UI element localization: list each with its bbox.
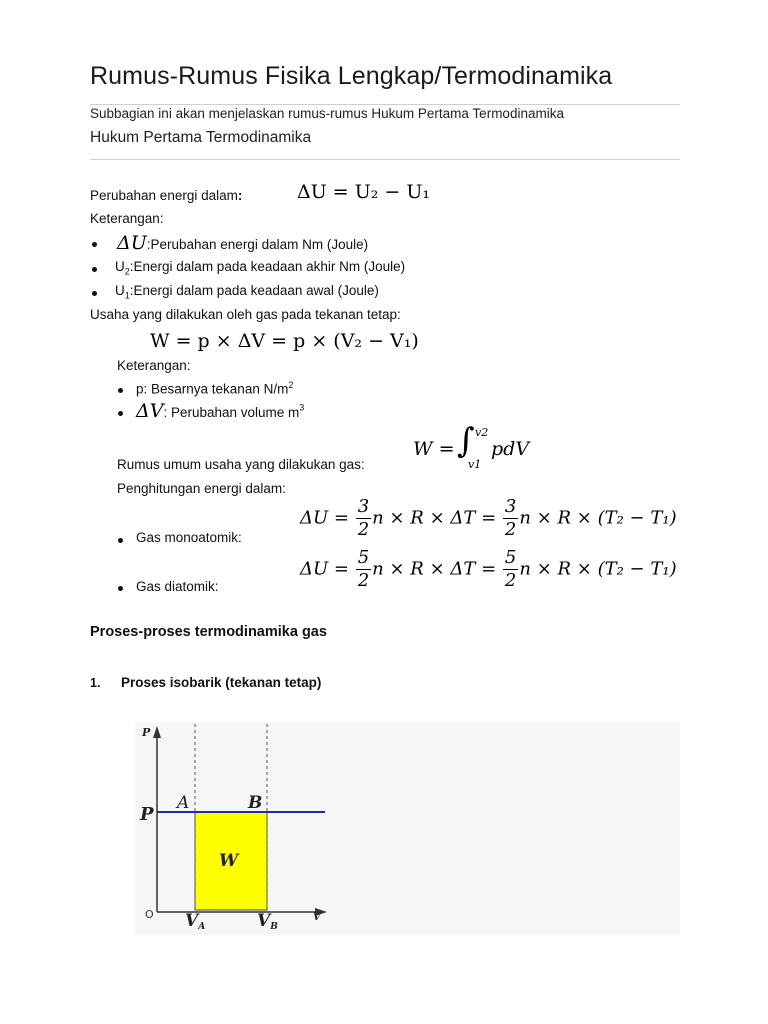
monoatomic-label: Gas monoatomik: [136,530,242,545]
vb-label: VB [257,911,278,932]
general-work-label: Rumus umum usaha yang dilakukan gas: [117,457,365,472]
point-a-label: A [177,793,190,813]
process-title: Proses isobarik (tekanan tetap) [121,675,322,690]
list-item: $U_2:Energi$ dalam pada keadaan akhir Nm (Joule) [115,259,406,277]
bullet [92,291,97,296]
y-axis-arrow [153,726,161,738]
list-item: ΔU:Perubahan energi dalam Nm (Joule) [117,232,369,254]
work-area-label: W [219,851,239,871]
keterangan-heading-1: Keterangan: [90,211,164,226]
work-formula: W = p × ΔV = p × (V₂ − V₁) [150,330,419,352]
list-item: ΔV: Perubahan volume $m^3$ [136,400,305,422]
bullet [92,267,97,272]
bullet [118,538,123,543]
work-label: Usaha yang dilakukan oleh gas pada tekanan tetap: [90,307,401,322]
section-heading: Hukum Pertama Termodinamika [90,129,312,146]
list-item: $U_1:Energi$ dalam pada keadaan awal (Joule) [115,283,379,301]
page-subtitle: Subbagian ini akan menjelaskan rumus-rumus Hukum Pertama Termodinamika [90,106,564,121]
pressure-label: P [140,804,154,825]
keterangan-heading-2: Keterangan: [117,358,191,373]
process-number: 1. [90,676,101,690]
processes-heading: Proses-proses termodinamika gas [90,624,327,640]
axis-y-label: P [142,726,151,739]
isobaric-diagram [135,722,680,935]
section-divider [90,159,680,160]
axis-x-label: V [313,912,321,923]
diatomic-label: Gas diatomik: [136,579,219,594]
bullet [118,411,123,416]
point-b-label: B [248,793,263,813]
energy-calc-label: Penghitungan energi dalam: [117,481,286,496]
monoatomic-formula: ΔU = $\frac{3}{2}$ n × R × ΔT = $\frac{3}{2}$ n × R × (T₂ − T₁) [300,496,677,540]
diatomic-formula: ΔU = $\frac{5}{2}$ n × R × ΔT = $\frac{5}{2}$ n × R × (T₂ − T₁) [300,547,677,591]
integral-formula: W = ∫ v2 v1 pdV [413,421,530,471]
page-title: Rumus-Rumus Fisika Lengkap/Termodinamika [90,62,613,90]
bullet [118,388,123,393]
origin-label: O [145,908,154,921]
va-label: VA [185,911,206,932]
bullet [92,242,97,247]
list-item: p: Besarnya tekanan $N/m^2$ [136,380,294,397]
title-divider [90,104,680,105]
integral-sign: ∫ [457,421,475,461]
internal-energy-formula: ΔU = U₂ − U₁ [297,181,430,203]
internal-energy-label: Perubahan energi dalam: [90,188,243,203]
bullet [118,586,123,591]
